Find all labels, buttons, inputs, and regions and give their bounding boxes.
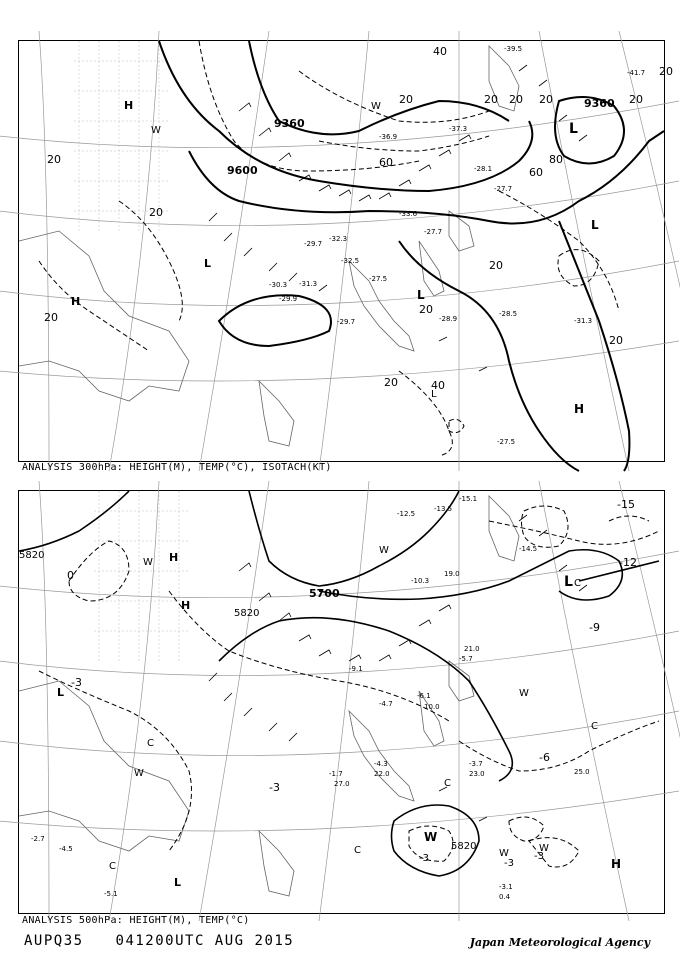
station-value: -10.3 <box>411 577 430 585</box>
contour-label: 9360 <box>584 97 615 110</box>
graticule <box>0 481 680 921</box>
station-value: 23.0 <box>469 770 485 778</box>
station-value: -4.7 <box>379 700 393 708</box>
cold-label: C <box>109 861 116 872</box>
low-pressure-label: L <box>591 218 599 232</box>
high-pressure-label: H <box>574 402 585 416</box>
isotach-label: 20 <box>44 311 58 324</box>
isotherm-label: -6 <box>539 751 550 764</box>
isotherm-label: 0 <box>67 569 74 582</box>
valid-time: 041200UTC AUG 2015 <box>115 933 295 949</box>
station-values <box>31 495 590 901</box>
warm-label: W <box>143 557 153 568</box>
warm-label: W <box>134 768 144 779</box>
cold-label: C <box>444 778 451 789</box>
station-value: -6.1 <box>417 692 431 700</box>
station-value: -36.9 <box>379 133 398 141</box>
station-value: -32.3 <box>329 235 348 243</box>
station-value: -5.1 <box>104 890 118 898</box>
station-value: 22.0 <box>374 770 390 778</box>
low-pressure-label: L <box>431 389 437 400</box>
isotach-label: 60 <box>529 166 543 179</box>
warm-label: W <box>371 101 381 112</box>
isotach-label: 20 <box>47 153 61 166</box>
station-value: -31.3 <box>299 280 318 288</box>
station-value: 19.0 <box>444 570 460 578</box>
station-value: -27.5 <box>369 275 388 283</box>
station-value: 0.4 <box>499 893 511 901</box>
warm-label: W <box>151 125 161 136</box>
warm-label: W <box>424 830 438 844</box>
station-value: -27.5 <box>497 438 516 446</box>
station-value: 10.0 <box>424 703 440 711</box>
low-pressure-label: L <box>417 288 425 302</box>
isotach-label: 20 <box>149 206 163 219</box>
isotach-label: 20 <box>399 93 413 106</box>
station-value: -4.3 <box>374 760 388 768</box>
high-pressure-label: H <box>611 857 622 871</box>
isotherm-label: -12 <box>619 556 637 569</box>
isotherm-label: -9 <box>589 621 600 634</box>
warm-label: W <box>539 843 549 854</box>
contour-label: 9360 <box>274 117 305 130</box>
isotherm-label: -3 <box>534 851 544 862</box>
isotach-label: 60 <box>379 156 393 169</box>
isotach-label: 20 <box>539 93 553 106</box>
high-pressure-label: H <box>124 99 134 112</box>
isotach-label: 40 <box>433 45 447 58</box>
station-value: -5.7 <box>459 655 473 663</box>
station-value: -29.7 <box>337 318 356 326</box>
station-value: -3.7 <box>469 760 483 768</box>
isotach-label: 20 <box>419 303 433 316</box>
station-value: -31.3 <box>574 317 593 325</box>
station-value: -29.9 <box>279 295 298 303</box>
height-contours <box>19 491 659 876</box>
low-pressure-label: L <box>204 257 212 270</box>
station-value: -39.5 <box>504 45 523 53</box>
isotach-label: 20 <box>609 334 623 347</box>
station-value: -33.6 <box>399 210 418 218</box>
station-value: -37.3 <box>449 125 468 133</box>
map-300hpa <box>19 41 673 461</box>
map-500hpa <box>19 491 664 913</box>
isotherm-label: -3 <box>504 858 514 869</box>
station-value: -27.7 <box>424 228 443 236</box>
station-value: -32.5 <box>341 257 360 265</box>
chart-code: AUPQ35 <box>24 933 84 949</box>
isotach-label: 20 <box>484 93 498 106</box>
chart-identifier <box>24 933 316 949</box>
station-value: -15.1 <box>459 495 478 503</box>
agency-name: Japan Meteorological Agency <box>469 936 650 949</box>
station-value: -1.7 <box>329 770 343 778</box>
upper-air-chart-500hpa <box>18 490 665 914</box>
station-value: -4.5 <box>59 845 73 853</box>
contour-label: 5820 <box>234 608 260 619</box>
isotach-label: 40 <box>431 379 445 392</box>
high-pressure-label: H <box>181 599 191 612</box>
station-value: 25.0 <box>574 768 590 776</box>
station-value: -13.5 <box>434 505 453 513</box>
warm-label: W <box>379 545 389 556</box>
station-value: -28.5 <box>499 310 518 318</box>
station-value: -29.7 <box>304 240 323 248</box>
station-value: -30.3 <box>269 281 288 289</box>
upper-chart-caption: ANALYSIS 300hPa: HEIGHT(M), TEMP(°C), ISOTACH(KT) <box>22 462 332 473</box>
isotach-label: 20 <box>509 93 523 106</box>
station-value: 27.0 <box>334 780 350 788</box>
low-pressure-label: L <box>57 686 65 699</box>
station-value: 21.0 <box>464 645 480 653</box>
low-pressure-label: L <box>564 574 573 590</box>
station-value: -28.1 <box>474 165 493 173</box>
station-value: -9.1 <box>349 665 363 673</box>
isotherm-label: -15 <box>617 498 635 511</box>
lower-chart-caption: ANALYSIS 500hPa: HEIGHT(M), TEMP(°C) <box>22 915 250 926</box>
contour-label: 5700 <box>309 587 340 600</box>
station-value: -27.7 <box>494 185 513 193</box>
isotherms <box>39 506 659 867</box>
isotherm-label: -3 <box>71 676 82 689</box>
isotach-label: 20 <box>629 93 643 106</box>
station-value: -2.7 <box>31 835 45 843</box>
isotach-label: 20 <box>489 259 503 272</box>
data-grid <box>94 491 189 661</box>
low-pressure-label: L <box>569 121 578 137</box>
isotherm-label: -3 <box>419 853 429 864</box>
cold-label: C <box>591 721 598 732</box>
cold-label: C <box>574 578 581 589</box>
station-value: -28.9 <box>439 315 458 323</box>
cold-label: C <box>147 738 154 749</box>
high-pressure-label: H <box>71 295 81 308</box>
contour-label: 5820 <box>19 550 45 561</box>
station-value: -41.7 <box>627 69 646 77</box>
isotach-label: 20 <box>659 65 673 78</box>
isotach-label: 20 <box>384 376 398 389</box>
warm-label: W <box>519 688 529 699</box>
isotach-label: 80 <box>549 153 563 166</box>
station-value: -14.5 <box>519 545 538 553</box>
cold-label: C <box>354 845 361 856</box>
station-value: -3.1 <box>499 883 513 891</box>
isotherm-label: -3 <box>269 781 280 794</box>
low-pressure-label: L <box>174 876 182 889</box>
upper-air-chart-300hpa <box>18 40 673 462</box>
high-pressure-label: H <box>169 551 179 564</box>
contour-label: 5820 <box>451 841 477 852</box>
warm-label: W <box>499 848 509 859</box>
contour-label: 9600 <box>227 164 258 177</box>
station-value: -12.5 <box>397 510 416 518</box>
